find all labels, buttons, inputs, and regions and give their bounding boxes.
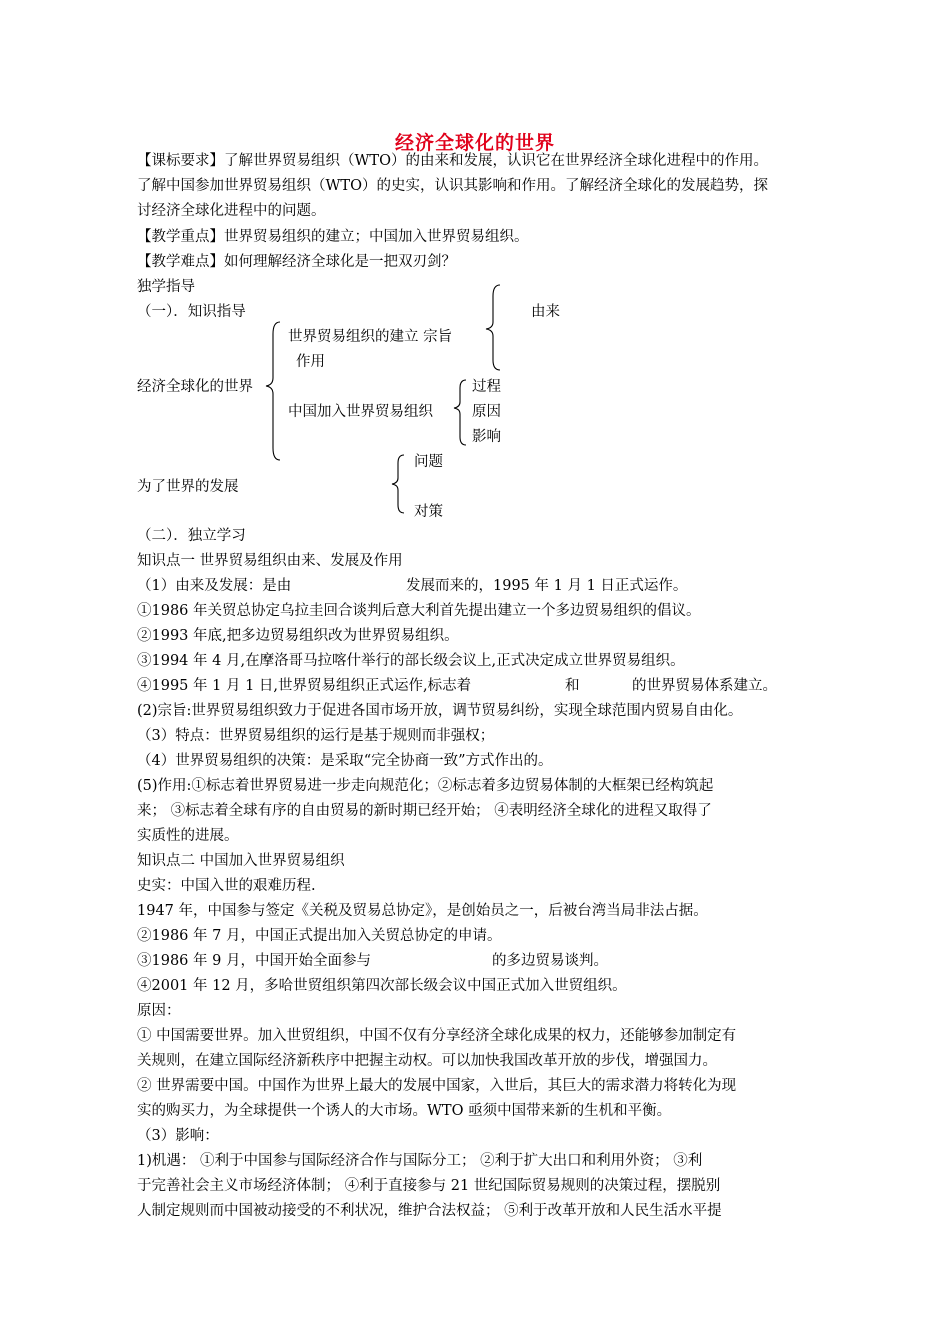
kp1-heading: 知识点一 世界贸易组织由来、发展及作用 [137, 553, 403, 569]
kp2-fact4: ④2001 年 12 月，多哈世贸组织第四次部长级会议中国正式加入世贸组织。 [137, 978, 627, 994]
kp2-fact1: 1947 年，中国参与签定《关税及贸易总协定》，是创始员之一，后被台湾当局非法占据。 [137, 903, 708, 919]
diagram-impact: 影响 [472, 429, 501, 445]
diagram-role: 作用 [296, 354, 325, 370]
kp1-role-line1: (5)作用:①标志着世界贸易进一步走向规范化；②标志着多边贸易体制的大框架已经构筑起 [137, 778, 714, 794]
kp2-reason2-line2: 实的购买力，为全球提供一个诱人的大市场。WTO 亟须中国带来新的生机和平衡。 [137, 1103, 672, 1119]
diagram-wto-founding: 世界贸易组织的建立 宗旨 [288, 329, 453, 345]
kp1-step4-cont: 的世界贸易体系建立。 [632, 678, 777, 694]
kp2-reason1-line2: 关规则，在建立国际经济新秩序中把握主动权。可以加快我国改革开放的步伐，增强国力。 [137, 1053, 717, 1069]
kp2-impact-label: （3）影响： [137, 1128, 219, 1144]
kp2-fact2: ②1986 年 7 月，中国正式提出加入关贸总协定的申请。 [137, 928, 502, 944]
kp1-origin-text-cont: 发展而来的，1995 年 1 月 1 日正式运作。 [406, 578, 688, 594]
kp2-opportunity-line2: 于完善社会主义市场经济体制； ④利于直接参与 21 世纪国际贸易规则的决策过程，摆脱别 [137, 1178, 721, 1194]
diagram-development: 为了世界的发展 [137, 479, 239, 495]
page-title: 经济全球化的世界 [394, 132, 555, 154]
kp2-reason1-line1: ① 中国需要世界。加入世贸组织，中国不仅有分享经济全球化成果的权力，还能够参加制定有 [137, 1028, 737, 1044]
teaching-difficulty: 【教学难点】如何理解经济全球化是一把双刃剑？ [137, 254, 456, 270]
kp1-step4: ④1995 年 1 月 1 日,世界贸易组织正式运作,标志着 [137, 678, 472, 694]
diagram-countermeasure: 对策 [414, 504, 443, 520]
knowledge-guide-heading: （一）．知识指导 [137, 304, 246, 320]
kp1-role-line2: 来； ③标志着全球有序的自由贸易的新时期已经开始； ④表明经济全球化的进程又取得了 [137, 803, 712, 819]
kp2-opportunity-line1: 1)机遇： ①利于中国参与国际经济合作与国际分工； ②利于扩大出口和利用外资； ③利 [137, 1153, 703, 1169]
diagram-reason: 原因 [472, 404, 501, 420]
kp1-decision: （4）世界贸易组织的决策：是采取“完全协商一致”方式作出的。 [137, 753, 553, 769]
curriculum-requirement-line3: 讨经济全球化进程中的问题。 [137, 203, 326, 219]
kp2-heading: 知识点二 中国加入世界贸易组织 [137, 853, 345, 869]
teaching-key-point: 【教学重点】世界贸易组织的建立；中国加入世界贸易组织。 [137, 229, 529, 245]
kp2-reason-label: 原因： [137, 1003, 181, 1019]
kp2-fact3: ③1986 年 9 月，中国开始全面参与 [137, 953, 371, 969]
diagram-problem: 问题 [414, 454, 443, 470]
kp1-step2: ②1993 年底,把多边贸易组织改为世界贸易组织。 [137, 628, 459, 644]
kp2-facts: 史实：中国入世的艰难历程. [137, 878, 316, 894]
independent-study-heading: （二）．独立学习 [137, 528, 246, 544]
kp1-purpose: (2)宗旨:世界贸易组织致力于促进各国市场开放，调节贸易纠纷，实现全球范围内贸易自由化。 [137, 703, 743, 719]
curriculum-requirement-line2: 了解中国参加世界贸易组织（WTO）的史实，认识其影响和作用。了解经济全球化的发展趋势，探 [137, 178, 768, 194]
kp2-fact3-cont: 的多边贸易谈判。 [492, 953, 608, 969]
diagram-origin: 由来 [531, 304, 560, 320]
kp1-origin-text: （1）由来及发展：是由 [137, 578, 292, 594]
kp2-opportunity-line3: 人制定规则而中国被动接受的不利状况，维护合法权益； ⑤利于改革开放和人民生活水平提 [137, 1203, 722, 1219]
kp1-step4-and: 和 [565, 678, 580, 694]
diagram-root: 经济全球化的世界 [137, 379, 253, 395]
kp1-step3: ③1994 年 4 月,在摩洛哥马拉喀什举行的部长级会议上,正式决定成立世界贸易组织。 [137, 653, 685, 669]
kp1-feature: （3）特点：世界贸易组织的运行是基于规则而非强权； [137, 728, 495, 744]
diagram-process: 过程 [472, 379, 501, 395]
kp1-step1: ①1986 年关贸总协定乌拉圭回合谈判后意大利首先提出建立一个多边贸易组织的倡议。 [137, 603, 701, 619]
diagram-china-join: 中国加入世界贸易组织 [288, 404, 433, 420]
kp2-reason2-line1: ② 世界需要中国。中国作为世界上最大的发展中国家，入世后，其巨大的需求潜力将转化为现 [137, 1078, 737, 1094]
curriculum-requirement-line1: 【课标要求】了解世界贸易组织（WTO）的由来和发展，认识它在世界经济全球化进程中的作用。 [137, 153, 768, 169]
self-study-guide-heading: 独学指导 [137, 279, 195, 295]
kp1-role-line3: 实质性的进展。 [137, 828, 239, 844]
